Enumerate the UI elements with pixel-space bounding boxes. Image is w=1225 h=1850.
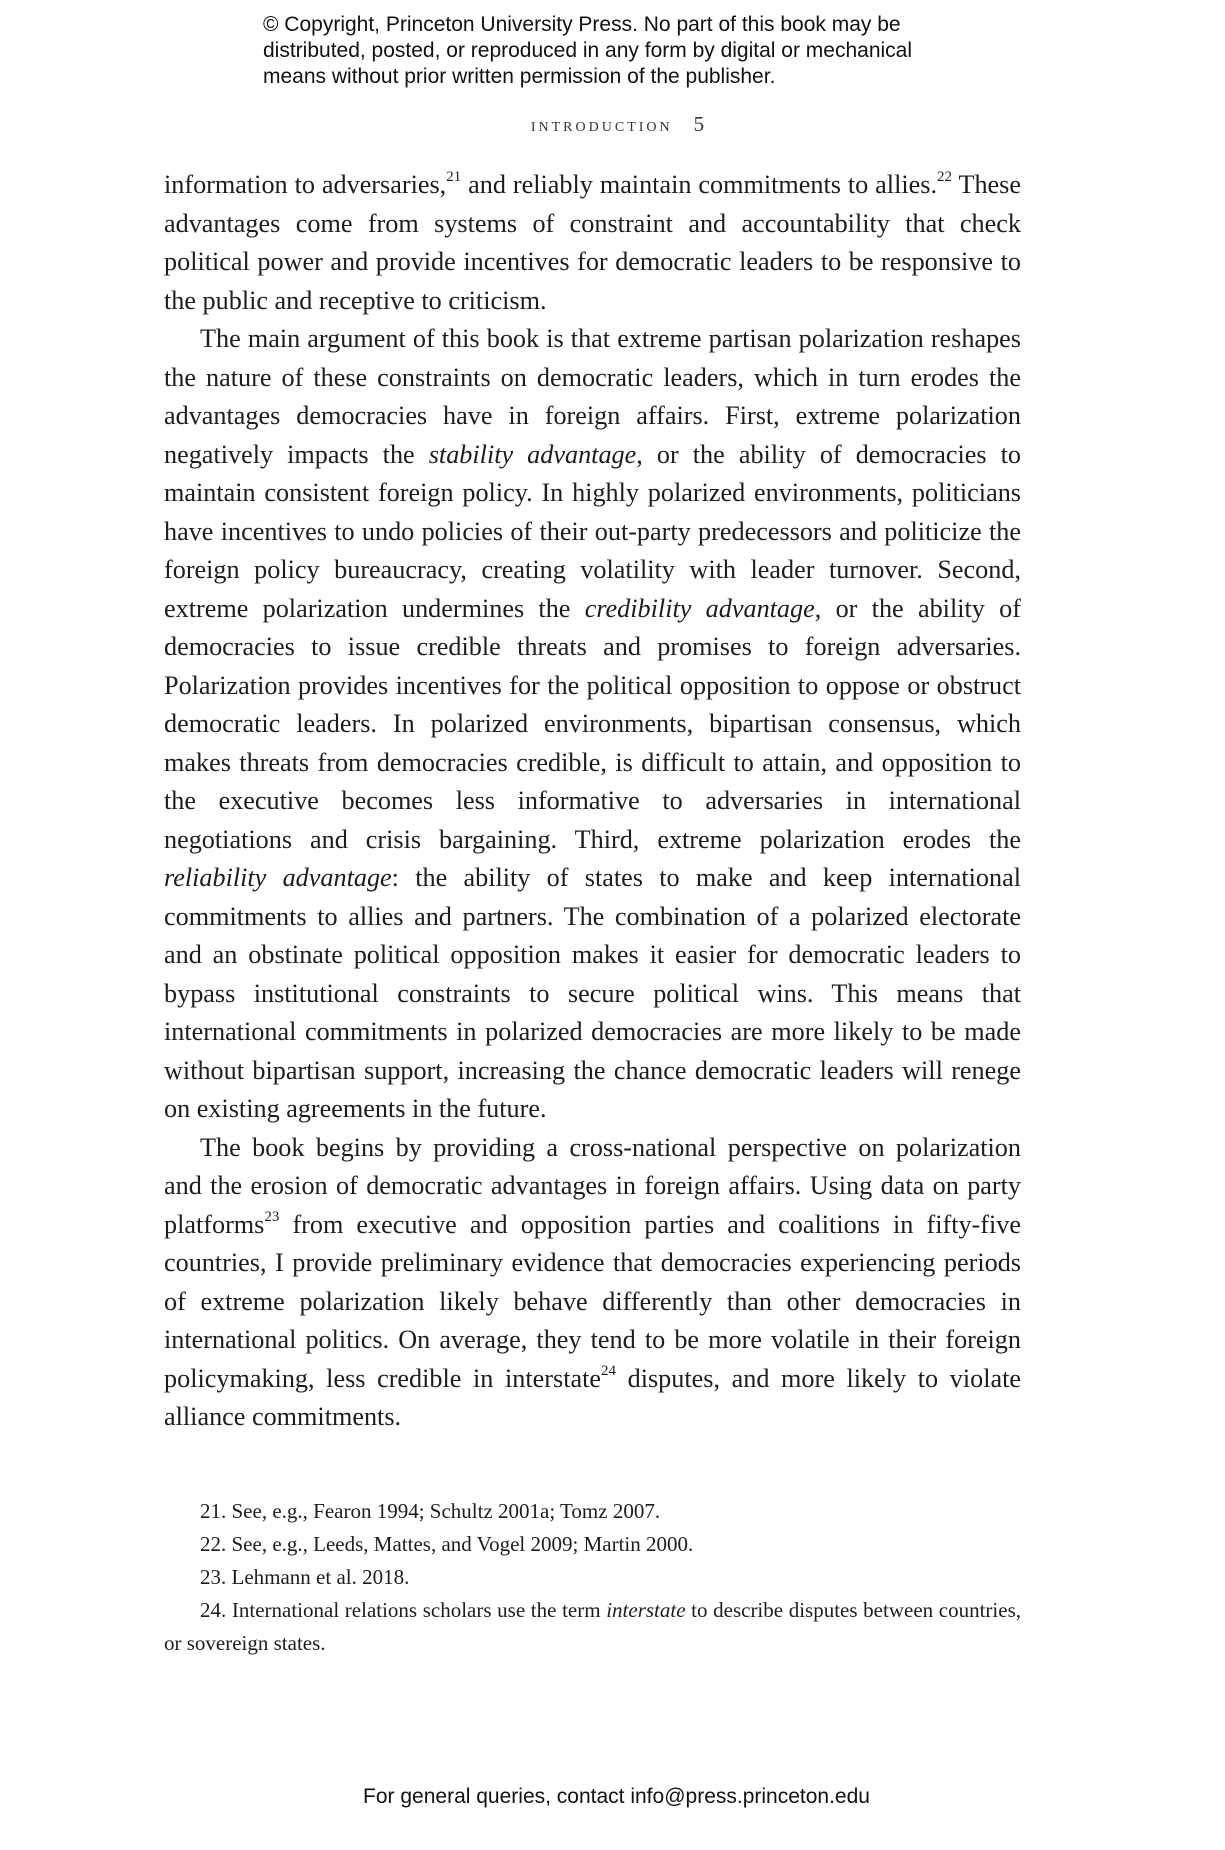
paragraph-3	[164, 1129, 1021, 1437]
main-text	[164, 166, 1021, 1437]
page-number: 5	[693, 112, 705, 136]
footnotes	[164, 1495, 1021, 1660]
footnote-21: 21. See, e.g., Fearon 1994; Schultz 2001a; Tomz 2007.	[200, 1499, 661, 1523]
chapter-title: introduction	[530, 114, 673, 136]
text-span: 24. International relations scholars use the term	[200, 1598, 607, 1622]
emphasis-term: stability advantage	[428, 439, 637, 469]
footnote-23: 23. Lehmann et al. 2018.	[200, 1565, 410, 1589]
footnote-ref-23[interactable]: 23	[264, 1208, 280, 1225]
emphasis-term: interstate	[606, 1598, 686, 1622]
text-span: disputes, and more likely to violate alliance commitments.	[164, 1363, 1021, 1431]
text-span: to describe disputes between countries, or sovereign states.	[164, 1598, 1021, 1655]
emphasis-term: reliability advantage	[164, 863, 392, 892]
footnote-ref-22[interactable]: 22	[937, 169, 952, 186]
text-span: The book begins by providing a cross-national perspective on polarization and the erosion of democratic advantages in foreign affairs. Using data on party platforms	[164, 1132, 1021, 1239]
text-span: These advantages come from systems of constraint and accountability that check political power and provide incentives for democratic leaders to be responsive to the public and receptive to criticism.	[164, 170, 1021, 315]
text-span: , or the ability of democracies to issue credible threats and promises to foreign adversaries. Polarization provides incentives for the political opposition to oppose or obstruct democratic leaders. In polarized environments, bipartisan consensus, which makes threats from democracies credible, is difficult to attain, and opposition to the executive becomes less informative to adversaries in international negotiations and crisis bargaining. Third, extreme polarization erodes the	[164, 593, 1021, 854]
text-span: and reliably maintain commitments to allies.	[461, 170, 937, 199]
copyright-line: means without prior written permission of the publisher.	[263, 65, 776, 88]
copyright-notice	[263, 12, 1023, 90]
paragraph-2	[164, 320, 1021, 1129]
text-span: The main argument of this book is that extreme partisan polarization reshapes the nature of these constraints on democratic leaders, which in turn erodes the advantages democracies have in foreign affairs. First, extreme polarization negatively impacts the	[164, 324, 1021, 469]
footnote-ref-24[interactable]: 24	[601, 1362, 616, 1379]
text-span: , or the ability of democracies to maintain consistent foreign policy. In highly polarized environments, politicians have incentives to undo policies of their out-party predecessors and politicize the foreign policy bureaucracy, creating volatility with leader turnover. Second, extreme polarization undermines the	[164, 439, 1022, 623]
copyright-line: distributed, posted, or reproduced in any form by digital or mechanical	[263, 39, 913, 62]
text-span: information to adversaries,	[164, 170, 447, 199]
footnote-22: 22. See, e.g., Leeds, Mattes, and Vogel 2009; Martin 2000.	[200, 1532, 694, 1556]
emphasis-term: credibility advantage	[584, 593, 815, 623]
paragraph-1	[164, 166, 1021, 320]
text-span: from executive and opposition parties and coalitions in fifty-five countries, I provide preliminary evidence that democracies experiencing periods of extreme polarization likely behave differently than other democracies in international politics. On average, they tend to be more volatile in their foreign policymaking, less credible in interstate	[164, 1209, 1021, 1393]
copyright-line: © Copyright, Princeton University Press. No part of this book may be	[263, 13, 901, 36]
footer-contact: For general queries, contact info@press.princeton.edu	[363, 1785, 870, 1808]
footnote-ref-21[interactable]: 21	[446, 169, 462, 186]
footnote-24	[164, 1594, 1021, 1660]
text-span: : the ability of states to make and keep international commitments to allies and partners. The combination of a polarized electorate and an obstinate political opposition makes it easier for democratic leaders to bypass institutional constraints to secure political wins. This means that international commitments in polarized democracies are more likely to be made without bipartisan support, increasing the chance democratic leaders will renege on existing agreements in the future.	[164, 863, 1021, 1123]
running-head	[0, 112, 1225, 137]
